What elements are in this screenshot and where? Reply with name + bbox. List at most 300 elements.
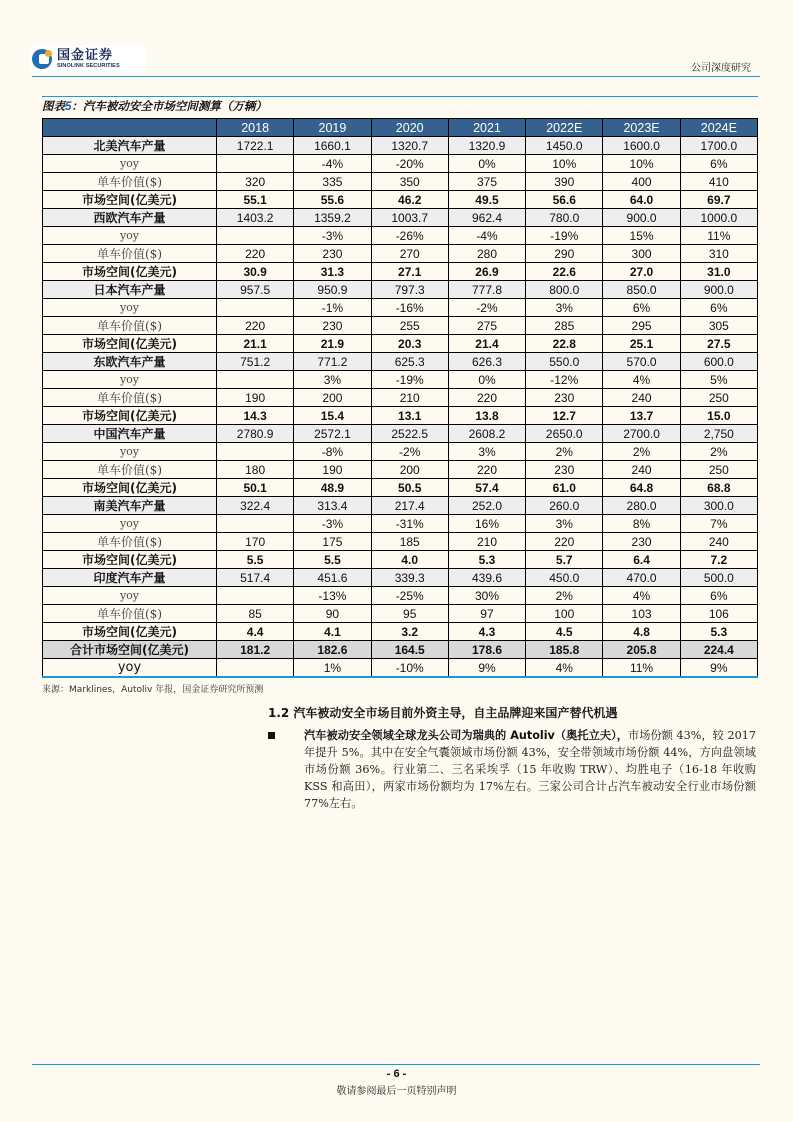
value-cell: 2% bbox=[526, 587, 603, 605]
value-cell: 2% bbox=[680, 443, 757, 461]
value-cell: 2700.0 bbox=[603, 425, 680, 443]
row-label: 单车价值($) bbox=[43, 173, 217, 191]
value-cell: 850.0 bbox=[603, 281, 680, 299]
value-cell: 14.3 bbox=[217, 407, 294, 425]
value-cell: 16% bbox=[448, 515, 525, 533]
value-cell: 13.8 bbox=[448, 407, 525, 425]
caption-number: 5 bbox=[65, 101, 72, 113]
row-label: 单车价值($) bbox=[43, 317, 217, 335]
logo-name-cn: 国金证券 bbox=[57, 47, 114, 63]
value-cell: 260.0 bbox=[526, 497, 603, 515]
row-label: 日本汽车产量 bbox=[43, 281, 217, 299]
value-cell: 6% bbox=[680, 155, 757, 173]
value-cell: 1% bbox=[294, 659, 371, 678]
table-row-yoy bbox=[43, 587, 758, 605]
value-cell: 390 bbox=[526, 173, 603, 191]
value-cell: 30% bbox=[448, 587, 525, 605]
value-cell: 322.4 bbox=[217, 497, 294, 515]
value-cell: 185.8 bbox=[526, 641, 603, 659]
value-cell: 22.8 bbox=[526, 335, 603, 353]
row-label: 单车价值($) bbox=[43, 461, 217, 479]
row-label: 市场空间(亿美元) bbox=[43, 407, 217, 425]
value-cell: 230 bbox=[526, 461, 603, 479]
value-cell: -3% bbox=[294, 227, 371, 245]
value-cell: 295 bbox=[603, 317, 680, 335]
value-cell: 8% bbox=[603, 515, 680, 533]
value-cell: -10% bbox=[371, 659, 448, 678]
table-row-yoy bbox=[43, 299, 758, 317]
value-cell: 2572.1 bbox=[294, 425, 371, 443]
value-cell: 170 bbox=[217, 533, 294, 551]
value-cell: 31.0 bbox=[680, 263, 757, 281]
value-cell: 626.3 bbox=[448, 353, 525, 371]
value-cell: 1722.1 bbox=[217, 137, 294, 155]
value-cell: 224.4 bbox=[680, 641, 757, 659]
value-cell: 1000.0 bbox=[680, 209, 757, 227]
value-cell: 1700.0 bbox=[680, 137, 757, 155]
value-cell: 300 bbox=[603, 245, 680, 263]
value-cell: 21.9 bbox=[294, 335, 371, 353]
row-label: 东欧汽车产量 bbox=[43, 353, 217, 371]
figure-caption bbox=[42, 98, 267, 114]
value-cell: 313.4 bbox=[294, 497, 371, 515]
value-cell: 3% bbox=[294, 371, 371, 389]
value-cell: 6.4 bbox=[603, 551, 680, 569]
table-row-prod bbox=[43, 497, 758, 515]
value-cell: -16% bbox=[371, 299, 448, 317]
value-cell: 270 bbox=[371, 245, 448, 263]
value-cell: 230 bbox=[526, 389, 603, 407]
table-row-price bbox=[43, 461, 758, 479]
table-row-yoy bbox=[43, 371, 758, 389]
value-cell: 6% bbox=[680, 587, 757, 605]
value-cell: 2,750 bbox=[680, 425, 757, 443]
value-cell: 280 bbox=[448, 245, 525, 263]
value-cell: 31.3 bbox=[294, 263, 371, 281]
value-cell: 181.2 bbox=[217, 641, 294, 659]
value-cell: 230 bbox=[294, 245, 371, 263]
value-cell: 230 bbox=[603, 533, 680, 551]
value-cell: 21.1 bbox=[217, 335, 294, 353]
row-label: yoy bbox=[43, 659, 217, 678]
caption-divider bbox=[42, 96, 758, 97]
value-cell: 2780.9 bbox=[217, 425, 294, 443]
table-row-prod bbox=[43, 425, 758, 443]
value-cell: 470.0 bbox=[603, 569, 680, 587]
value-cell: 285 bbox=[526, 317, 603, 335]
value-cell: 600.0 bbox=[680, 353, 757, 371]
value-cell: 9% bbox=[680, 659, 757, 678]
value-cell: 625.3 bbox=[371, 353, 448, 371]
value-cell: 27.0 bbox=[603, 263, 680, 281]
value-cell: 164.5 bbox=[371, 641, 448, 659]
value-cell: 200 bbox=[294, 389, 371, 407]
value-cell: 210 bbox=[448, 533, 525, 551]
report-type: 公司深度研究 bbox=[691, 63, 751, 74]
value-cell: 280.0 bbox=[603, 497, 680, 515]
value-cell: 55.1 bbox=[217, 191, 294, 209]
value-cell: 10% bbox=[526, 155, 603, 173]
value-cell: 3% bbox=[526, 299, 603, 317]
bullet-square-icon bbox=[268, 732, 275, 739]
row-label: yoy bbox=[43, 299, 217, 317]
value-cell: 21.4 bbox=[448, 335, 525, 353]
row-label: 单车价值($) bbox=[43, 605, 217, 623]
table-row-prod bbox=[43, 137, 758, 155]
row-label: 北美汽车产量 bbox=[43, 137, 217, 155]
value-cell: 2% bbox=[526, 443, 603, 461]
value-cell: 1660.1 bbox=[294, 137, 371, 155]
bullet-lead: 汽车被动安全领域全球龙头公司为瑞典的 Autoliv（奥托立夫）， bbox=[304, 729, 628, 742]
table-row-yoy bbox=[43, 155, 758, 173]
logo-mark-icon bbox=[32, 49, 52, 69]
table-row-price bbox=[43, 317, 758, 335]
value-cell: -13% bbox=[294, 587, 371, 605]
row-label: 市场空间(亿美元) bbox=[43, 623, 217, 641]
value-cell bbox=[217, 227, 294, 245]
table-row-yoy bbox=[43, 515, 758, 533]
row-label: 市场空间(亿美元) bbox=[43, 191, 217, 209]
value-cell: 450.0 bbox=[526, 569, 603, 587]
table-row-totalyoy bbox=[43, 659, 758, 678]
value-cell: 11% bbox=[680, 227, 757, 245]
value-cell bbox=[217, 155, 294, 173]
value-cell: 255 bbox=[371, 317, 448, 335]
table-row-price bbox=[43, 173, 758, 191]
value-cell: 220 bbox=[217, 317, 294, 335]
value-cell: 97 bbox=[448, 605, 525, 623]
value-cell: 410 bbox=[680, 173, 757, 191]
value-cell: 250 bbox=[680, 389, 757, 407]
value-cell: 68.8 bbox=[680, 479, 757, 497]
value-cell: 9% bbox=[448, 659, 525, 678]
value-cell: 771.2 bbox=[294, 353, 371, 371]
value-cell: 210 bbox=[371, 389, 448, 407]
value-cell: -8% bbox=[294, 443, 371, 461]
value-cell bbox=[217, 659, 294, 678]
value-cell: 797.3 bbox=[371, 281, 448, 299]
row-label: yoy bbox=[43, 443, 217, 461]
table-row-market bbox=[43, 479, 758, 497]
value-cell: -25% bbox=[371, 587, 448, 605]
value-cell: 15% bbox=[603, 227, 680, 245]
table-header-row bbox=[43, 119, 758, 137]
value-cell: 46.2 bbox=[371, 191, 448, 209]
value-cell bbox=[217, 515, 294, 533]
value-cell bbox=[217, 587, 294, 605]
value-cell bbox=[217, 443, 294, 461]
value-cell: 0% bbox=[448, 371, 525, 389]
value-cell: 1403.2 bbox=[217, 209, 294, 227]
value-cell: 1600.0 bbox=[603, 137, 680, 155]
value-cell: 7% bbox=[680, 515, 757, 533]
value-cell: 500.0 bbox=[680, 569, 757, 587]
value-cell: -4% bbox=[294, 155, 371, 173]
row-label: 市场空间(亿美元) bbox=[43, 551, 217, 569]
source-note: 来源：Marklines，Autoliv 年报，国金证券研究所预测 bbox=[42, 685, 264, 695]
header-year-cell: 2019 bbox=[294, 119, 371, 137]
value-cell: 85 bbox=[217, 605, 294, 623]
value-cell: 13.1 bbox=[371, 407, 448, 425]
value-cell: 55.6 bbox=[294, 191, 371, 209]
row-label: 西欧汽车产量 bbox=[43, 209, 217, 227]
value-cell: -3% bbox=[294, 515, 371, 533]
header-label-cell bbox=[43, 119, 217, 137]
logo-name-en: SINOLINK SECURITIES bbox=[57, 62, 120, 69]
table-row-price bbox=[43, 245, 758, 263]
caption-prefix: 图表 bbox=[42, 99, 65, 113]
value-cell: 3% bbox=[526, 515, 603, 533]
value-cell: -19% bbox=[371, 371, 448, 389]
value-cell: 310 bbox=[680, 245, 757, 263]
value-cell: 178.6 bbox=[448, 641, 525, 659]
value-cell: 240 bbox=[603, 389, 680, 407]
value-cell bbox=[217, 371, 294, 389]
value-cell: 3% bbox=[448, 443, 525, 461]
value-cell: 800.0 bbox=[526, 281, 603, 299]
row-label: yoy bbox=[43, 155, 217, 173]
row-label: 市场空间(亿美元) bbox=[43, 263, 217, 281]
value-cell: -2% bbox=[371, 443, 448, 461]
value-cell: 240 bbox=[603, 461, 680, 479]
value-cell: 220 bbox=[448, 461, 525, 479]
value-cell: -12% bbox=[526, 371, 603, 389]
value-cell: 15.4 bbox=[294, 407, 371, 425]
table-row-market bbox=[43, 335, 758, 353]
row-label: yoy bbox=[43, 587, 217, 605]
value-cell: 11% bbox=[603, 659, 680, 678]
company-logo bbox=[30, 45, 146, 73]
market-size-table bbox=[42, 118, 758, 678]
value-cell: 27.5 bbox=[680, 335, 757, 353]
value-cell: 4.5 bbox=[526, 623, 603, 641]
value-cell: 2% bbox=[603, 443, 680, 461]
value-cell: 185 bbox=[371, 533, 448, 551]
row-label: 合计市场空间(亿美元) bbox=[43, 641, 217, 659]
table-row-market bbox=[43, 623, 758, 641]
table-row-total bbox=[43, 641, 758, 659]
value-cell: 2650.0 bbox=[526, 425, 603, 443]
value-cell: 7.2 bbox=[680, 551, 757, 569]
value-cell: 350 bbox=[371, 173, 448, 191]
value-cell: 751.2 bbox=[217, 353, 294, 371]
value-cell: 103 bbox=[603, 605, 680, 623]
value-cell: 4.0 bbox=[371, 551, 448, 569]
value-cell: 5.5 bbox=[294, 551, 371, 569]
value-cell: -4% bbox=[448, 227, 525, 245]
table-row-market bbox=[43, 191, 758, 209]
row-label: yoy bbox=[43, 371, 217, 389]
value-cell: 6% bbox=[603, 299, 680, 317]
header-year-cell: 2021 bbox=[448, 119, 525, 137]
value-cell: 190 bbox=[217, 389, 294, 407]
value-cell: 217.4 bbox=[371, 497, 448, 515]
value-cell: -20% bbox=[371, 155, 448, 173]
value-cell: 550.0 bbox=[526, 353, 603, 371]
value-cell: 451.6 bbox=[294, 569, 371, 587]
page-number: - 6 - bbox=[386, 1068, 407, 1080]
value-cell: 957.5 bbox=[217, 281, 294, 299]
value-cell: 400 bbox=[603, 173, 680, 191]
value-cell: 49.5 bbox=[448, 191, 525, 209]
value-cell: 2608.2 bbox=[448, 425, 525, 443]
header-year-cell: 2023E bbox=[603, 119, 680, 137]
table-row-prod bbox=[43, 281, 758, 299]
value-cell: 1359.2 bbox=[294, 209, 371, 227]
value-cell: 20.3 bbox=[371, 335, 448, 353]
header-year-cell: 2024E bbox=[680, 119, 757, 137]
value-cell: 64.0 bbox=[603, 191, 680, 209]
value-cell: 4% bbox=[603, 371, 680, 389]
value-cell: 300.0 bbox=[680, 497, 757, 515]
table-row-prod bbox=[43, 353, 758, 371]
footer-divider bbox=[32, 1064, 760, 1065]
value-cell: 10% bbox=[603, 155, 680, 173]
value-cell: 220 bbox=[217, 245, 294, 263]
value-cell: 2522.5 bbox=[371, 425, 448, 443]
header-year-cell: 2020 bbox=[371, 119, 448, 137]
value-cell: 5.3 bbox=[680, 623, 757, 641]
value-cell: 26.9 bbox=[448, 263, 525, 281]
value-cell: 290 bbox=[526, 245, 603, 263]
value-cell: 252.0 bbox=[448, 497, 525, 515]
value-cell: -1% bbox=[294, 299, 371, 317]
value-cell: 5.3 bbox=[448, 551, 525, 569]
value-cell: 240 bbox=[680, 533, 757, 551]
table-row-yoy bbox=[43, 227, 758, 245]
value-cell: 320 bbox=[217, 173, 294, 191]
value-cell: 100 bbox=[526, 605, 603, 623]
value-cell: 180 bbox=[217, 461, 294, 479]
disclaimer-note: 敬请参阅最后一页特别声明 bbox=[336, 1086, 457, 1097]
value-cell: 4% bbox=[526, 659, 603, 678]
table-row-price bbox=[43, 605, 758, 623]
value-cell: 780.0 bbox=[526, 209, 603, 227]
value-cell: 64.8 bbox=[603, 479, 680, 497]
value-cell: 4% bbox=[603, 587, 680, 605]
value-cell: 205.8 bbox=[603, 641, 680, 659]
row-label: 中国汽车产量 bbox=[43, 425, 217, 443]
value-cell: 4.3 bbox=[448, 623, 525, 641]
row-label: yoy bbox=[43, 515, 217, 533]
value-cell: 1450.0 bbox=[526, 137, 603, 155]
header-divider bbox=[32, 76, 760, 77]
value-cell: 3.2 bbox=[371, 623, 448, 641]
value-cell: 190 bbox=[294, 461, 371, 479]
value-cell: 5% bbox=[680, 371, 757, 389]
value-cell: -26% bbox=[371, 227, 448, 245]
row-label: yoy bbox=[43, 227, 217, 245]
value-cell: 4.1 bbox=[294, 623, 371, 641]
value-cell: 570.0 bbox=[603, 353, 680, 371]
value-cell: -31% bbox=[371, 515, 448, 533]
value-cell: 220 bbox=[526, 533, 603, 551]
value-cell: 175 bbox=[294, 533, 371, 551]
row-label: 市场空间(亿美元) bbox=[43, 335, 217, 353]
row-label: 印度汽车产量 bbox=[43, 569, 217, 587]
value-cell: 106 bbox=[680, 605, 757, 623]
value-cell: 50.1 bbox=[217, 479, 294, 497]
value-cell: 4.4 bbox=[217, 623, 294, 641]
value-cell: 950.9 bbox=[294, 281, 371, 299]
value-cell: 230 bbox=[294, 317, 371, 335]
table-row-market bbox=[43, 407, 758, 425]
table-row-prod bbox=[43, 569, 758, 587]
value-cell: 50.5 bbox=[371, 479, 448, 497]
caption-text: ：汽车被动安全市场空间测算（万辆） bbox=[71, 99, 267, 113]
value-cell: 61.0 bbox=[526, 479, 603, 497]
table-row-yoy bbox=[43, 443, 758, 461]
value-cell bbox=[217, 299, 294, 317]
row-label: 单车价值($) bbox=[43, 389, 217, 407]
value-cell: 56.6 bbox=[526, 191, 603, 209]
value-cell: 900.0 bbox=[680, 281, 757, 299]
value-cell: 250 bbox=[680, 461, 757, 479]
value-cell: 900.0 bbox=[603, 209, 680, 227]
row-label: 单车价值($) bbox=[43, 533, 217, 551]
value-cell: 5.5 bbox=[217, 551, 294, 569]
value-cell: 200 bbox=[371, 461, 448, 479]
value-cell: 48.9 bbox=[294, 479, 371, 497]
table-row-market bbox=[43, 551, 758, 569]
value-cell: 12.7 bbox=[526, 407, 603, 425]
value-cell: 1320.9 bbox=[448, 137, 525, 155]
value-cell: 375 bbox=[448, 173, 525, 191]
bullet-paragraph bbox=[268, 727, 756, 812]
value-cell: 439.6 bbox=[448, 569, 525, 587]
value-cell: 0% bbox=[448, 155, 525, 173]
value-cell: 15.0 bbox=[680, 407, 757, 425]
value-cell: 275 bbox=[448, 317, 525, 335]
value-cell: 57.4 bbox=[448, 479, 525, 497]
bullet-body: 市场份额 43%，较 2017 年提升 5%。其中在安全气囊领域市场份额 43%，安全带领域市场份额 44%，方向盘领域市场份额 36%。行业第二、三名采埃孚（15 年收购 TRW）、均胜电子（16-18 年收购 KSS 和高田），两家市场份额均为 17%左右。三家公司合计占汽车被动安全行业市场份额 77%左右。 bbox=[304, 729, 756, 810]
value-cell: 13.7 bbox=[603, 407, 680, 425]
value-cell: 4.8 bbox=[603, 623, 680, 641]
table-row-prod bbox=[43, 209, 758, 227]
value-cell: 90 bbox=[294, 605, 371, 623]
value-cell: -19% bbox=[526, 227, 603, 245]
value-cell: 220 bbox=[448, 389, 525, 407]
value-cell: 339.3 bbox=[371, 569, 448, 587]
header-year-cell: 2022E bbox=[526, 119, 603, 137]
value-cell: 182.6 bbox=[294, 641, 371, 659]
row-label: 单车价值($) bbox=[43, 245, 217, 263]
value-cell: 22.6 bbox=[526, 263, 603, 281]
value-cell: 30.9 bbox=[217, 263, 294, 281]
table-row-price bbox=[43, 533, 758, 551]
value-cell: 777.8 bbox=[448, 281, 525, 299]
value-cell: 5.7 bbox=[526, 551, 603, 569]
section-heading: 1.2 汽车被动安全市场目前外资主导，自主品牌迎来国产替代机遇 bbox=[268, 706, 618, 720]
value-cell: -2% bbox=[448, 299, 525, 317]
value-cell: 25.1 bbox=[603, 335, 680, 353]
row-label: 市场空间(亿美元) bbox=[43, 479, 217, 497]
value-cell: 95 bbox=[371, 605, 448, 623]
row-label: 南美汽车产量 bbox=[43, 497, 217, 515]
value-cell: 27.1 bbox=[371, 263, 448, 281]
value-cell: 69.7 bbox=[680, 191, 757, 209]
value-cell: 1003.7 bbox=[371, 209, 448, 227]
value-cell: 1320.7 bbox=[371, 137, 448, 155]
table-row-market bbox=[43, 263, 758, 281]
header-year-cell: 2018 bbox=[217, 119, 294, 137]
value-cell: 962.4 bbox=[448, 209, 525, 227]
value-cell: 335 bbox=[294, 173, 371, 191]
value-cell: 517.4 bbox=[217, 569, 294, 587]
table-row-price bbox=[43, 389, 758, 407]
value-cell: 6% bbox=[680, 299, 757, 317]
value-cell: 305 bbox=[680, 317, 757, 335]
